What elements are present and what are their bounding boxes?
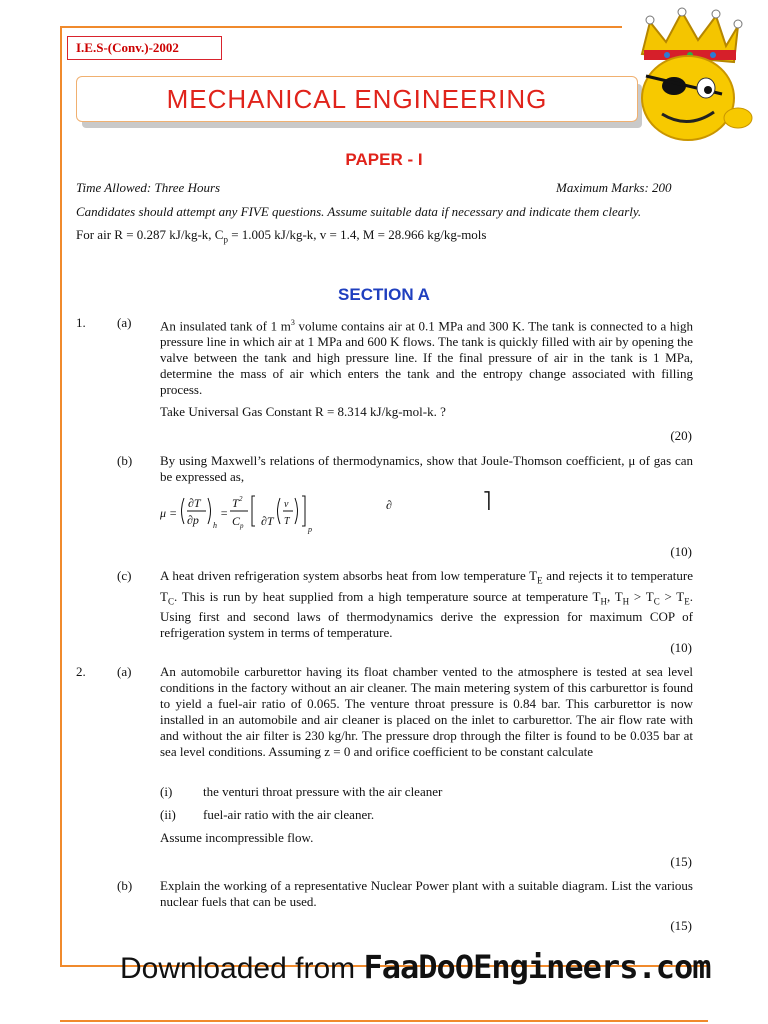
top-border-line — [62, 26, 622, 28]
air-properties — [76, 227, 486, 248]
q1a-marks: (20) — [670, 428, 692, 443]
air-properties-sub: p — [223, 234, 228, 245]
bottom-border-line — [60, 1020, 708, 1022]
svg-text:2: 2 — [239, 495, 243, 503]
q1a-text-part2: volume contains air at 0.1 MPa and 300 K. The tank is connected to a high pressure line in which air at 1 MPa and 600 K flows. The tank is quickly filled with air by opening the valve between the tank and high pressure line. If the final pressure of air in the tank is 1 MPa, determine the mass of air which enters the tank and the entropy change associated with filling process. — [160, 318, 694, 398]
q2b-label: (b) — [117, 878, 133, 893]
q1c-text: A heat driven refrigeration system absorbs heat from low temperature $T_E$ and rejects it to temperature $T_C$. This is run by heat supplied from a high temperature source at temperature $T_H$, $T_H > T_C > T_E$. Using first and second laws of thermodynamics derive the expression for maximum COP of refrigeration system in terms of temperature. — [160, 568, 693, 641]
instructions: Candidates should attempt any FIVE questions. Assume suitable data if necessary and indicate them clearly. — [76, 204, 642, 219]
svg-text:C: C — [232, 514, 241, 528]
q2a-i-text: the venturi throat pressure with the air cleaner — [203, 784, 443, 799]
air-properties-rest: = 1.005 kJ/kg-k, v = 1.4, M = 28.966 kg/kg-mols — [227, 227, 487, 242]
footer-downloaded-text: Downloaded from — [120, 952, 364, 985]
q1b-marks: (10) — [670, 544, 692, 559]
q1a-label: (a) — [117, 315, 132, 330]
q2a-assume: Assume incompressible flow. — [160, 830, 314, 845]
footer-watermark — [120, 948, 711, 986]
svg-text:∂T: ∂T — [261, 514, 274, 528]
svg-text:h: h — [213, 521, 217, 530]
joule-thomson-formula — [158, 488, 498, 534]
q2a-ii-text: fuel-air ratio with the air cleaner. — [203, 807, 375, 822]
maximum-marks: Maximum Marks: 200 — [556, 180, 672, 195]
time-allowed: Time Allowed: Three Hours — [76, 180, 221, 195]
crowned-smiley-mascot-icon — [622, 6, 762, 146]
q1c-marks: (10) — [670, 640, 692, 655]
q1c-text-part1: A heat driven refrigeration system absorbs heat from low temperature T — [160, 568, 538, 583]
q1c-label: (c) — [117, 568, 132, 583]
air-properties-text: For air R = 0.287 kJ/kg-k, C — [76, 227, 224, 242]
q1-number: 1. — [76, 315, 86, 330]
q2a-label: (a) — [117, 664, 132, 679]
q1b-label: (b) — [117, 453, 133, 468]
q2a-marks: (15) — [670, 854, 692, 869]
paper-number: PAPER - I — [345, 150, 423, 169]
q2-number: 2. — [76, 664, 86, 679]
exam-code-box — [67, 36, 222, 60]
svg-text:⎤: ⎤ — [483, 493, 491, 510]
svg-text:p: p — [240, 522, 244, 530]
q2a-text: An automobile carburettor having its float chamber vented to the atmosphere is tested at sea level conditions in the factory without an air cleaner. The main metering system of this carburettor is found to yield a fuel-air ratio of 0.065. The venture throat pressure is 0.84 bar. This carburettor is now installed in an automobile and air cleaner is placed on the inlet to carburettor. The air flow rate with and without the air filter is 230 kg/hr. The pressure drop through the filter is found to be 0.035 bar at sea level conditions. Assuming z = 0 and orifice coefficient to be constant calculate — [160, 664, 693, 759]
svg-text:∂T: ∂T — [188, 496, 201, 510]
q1a-text — [160, 315, 693, 398]
page-title: MECHANICAL ENGINEERING — [166, 83, 548, 114]
svg-text:T: T — [284, 516, 290, 527]
q2b-marks: (15) — [670, 918, 692, 933]
q1a-text-sup: 3 — [290, 318, 295, 327]
q2a-i-label: (i) — [160, 784, 173, 799]
q1b-text: By using Maxwell’s relations of thermodynamics, show that Joule-Thomson coefficient, μ of gas can be expressed as, — [160, 453, 693, 484]
q2b-text: Explain the working of a representative Nuclear Power plant with a suitable diagram. List the various nuclear fuels that can be used. — [160, 878, 693, 909]
q1a-note: Take Universal Gas Constant R = 8.314 kJ/kg-mol-k. ? — [160, 404, 446, 419]
q1a-text-part1: An insulated tank of 1 m — [160, 318, 291, 334]
svg-text:μ =: μ = — [160, 506, 178, 520]
section-title: SECTION A — [338, 285, 430, 304]
footer-brand: FaaDoOEngineers.com — [363, 948, 711, 986]
svg-text:∂: ∂ — [386, 498, 392, 512]
svg-text:T: T — [232, 496, 239, 510]
svg-text:=: = — [220, 506, 229, 520]
title-banner — [76, 76, 638, 122]
svg-text:v: v — [284, 499, 289, 510]
svg-text:∂p: ∂p — [187, 513, 199, 527]
svg-text:p: p — [308, 525, 312, 534]
exam-code: I.E.S-(Conv.)-2002 — [76, 40, 179, 55]
q2a-ii-label: (ii) — [160, 807, 176, 822]
